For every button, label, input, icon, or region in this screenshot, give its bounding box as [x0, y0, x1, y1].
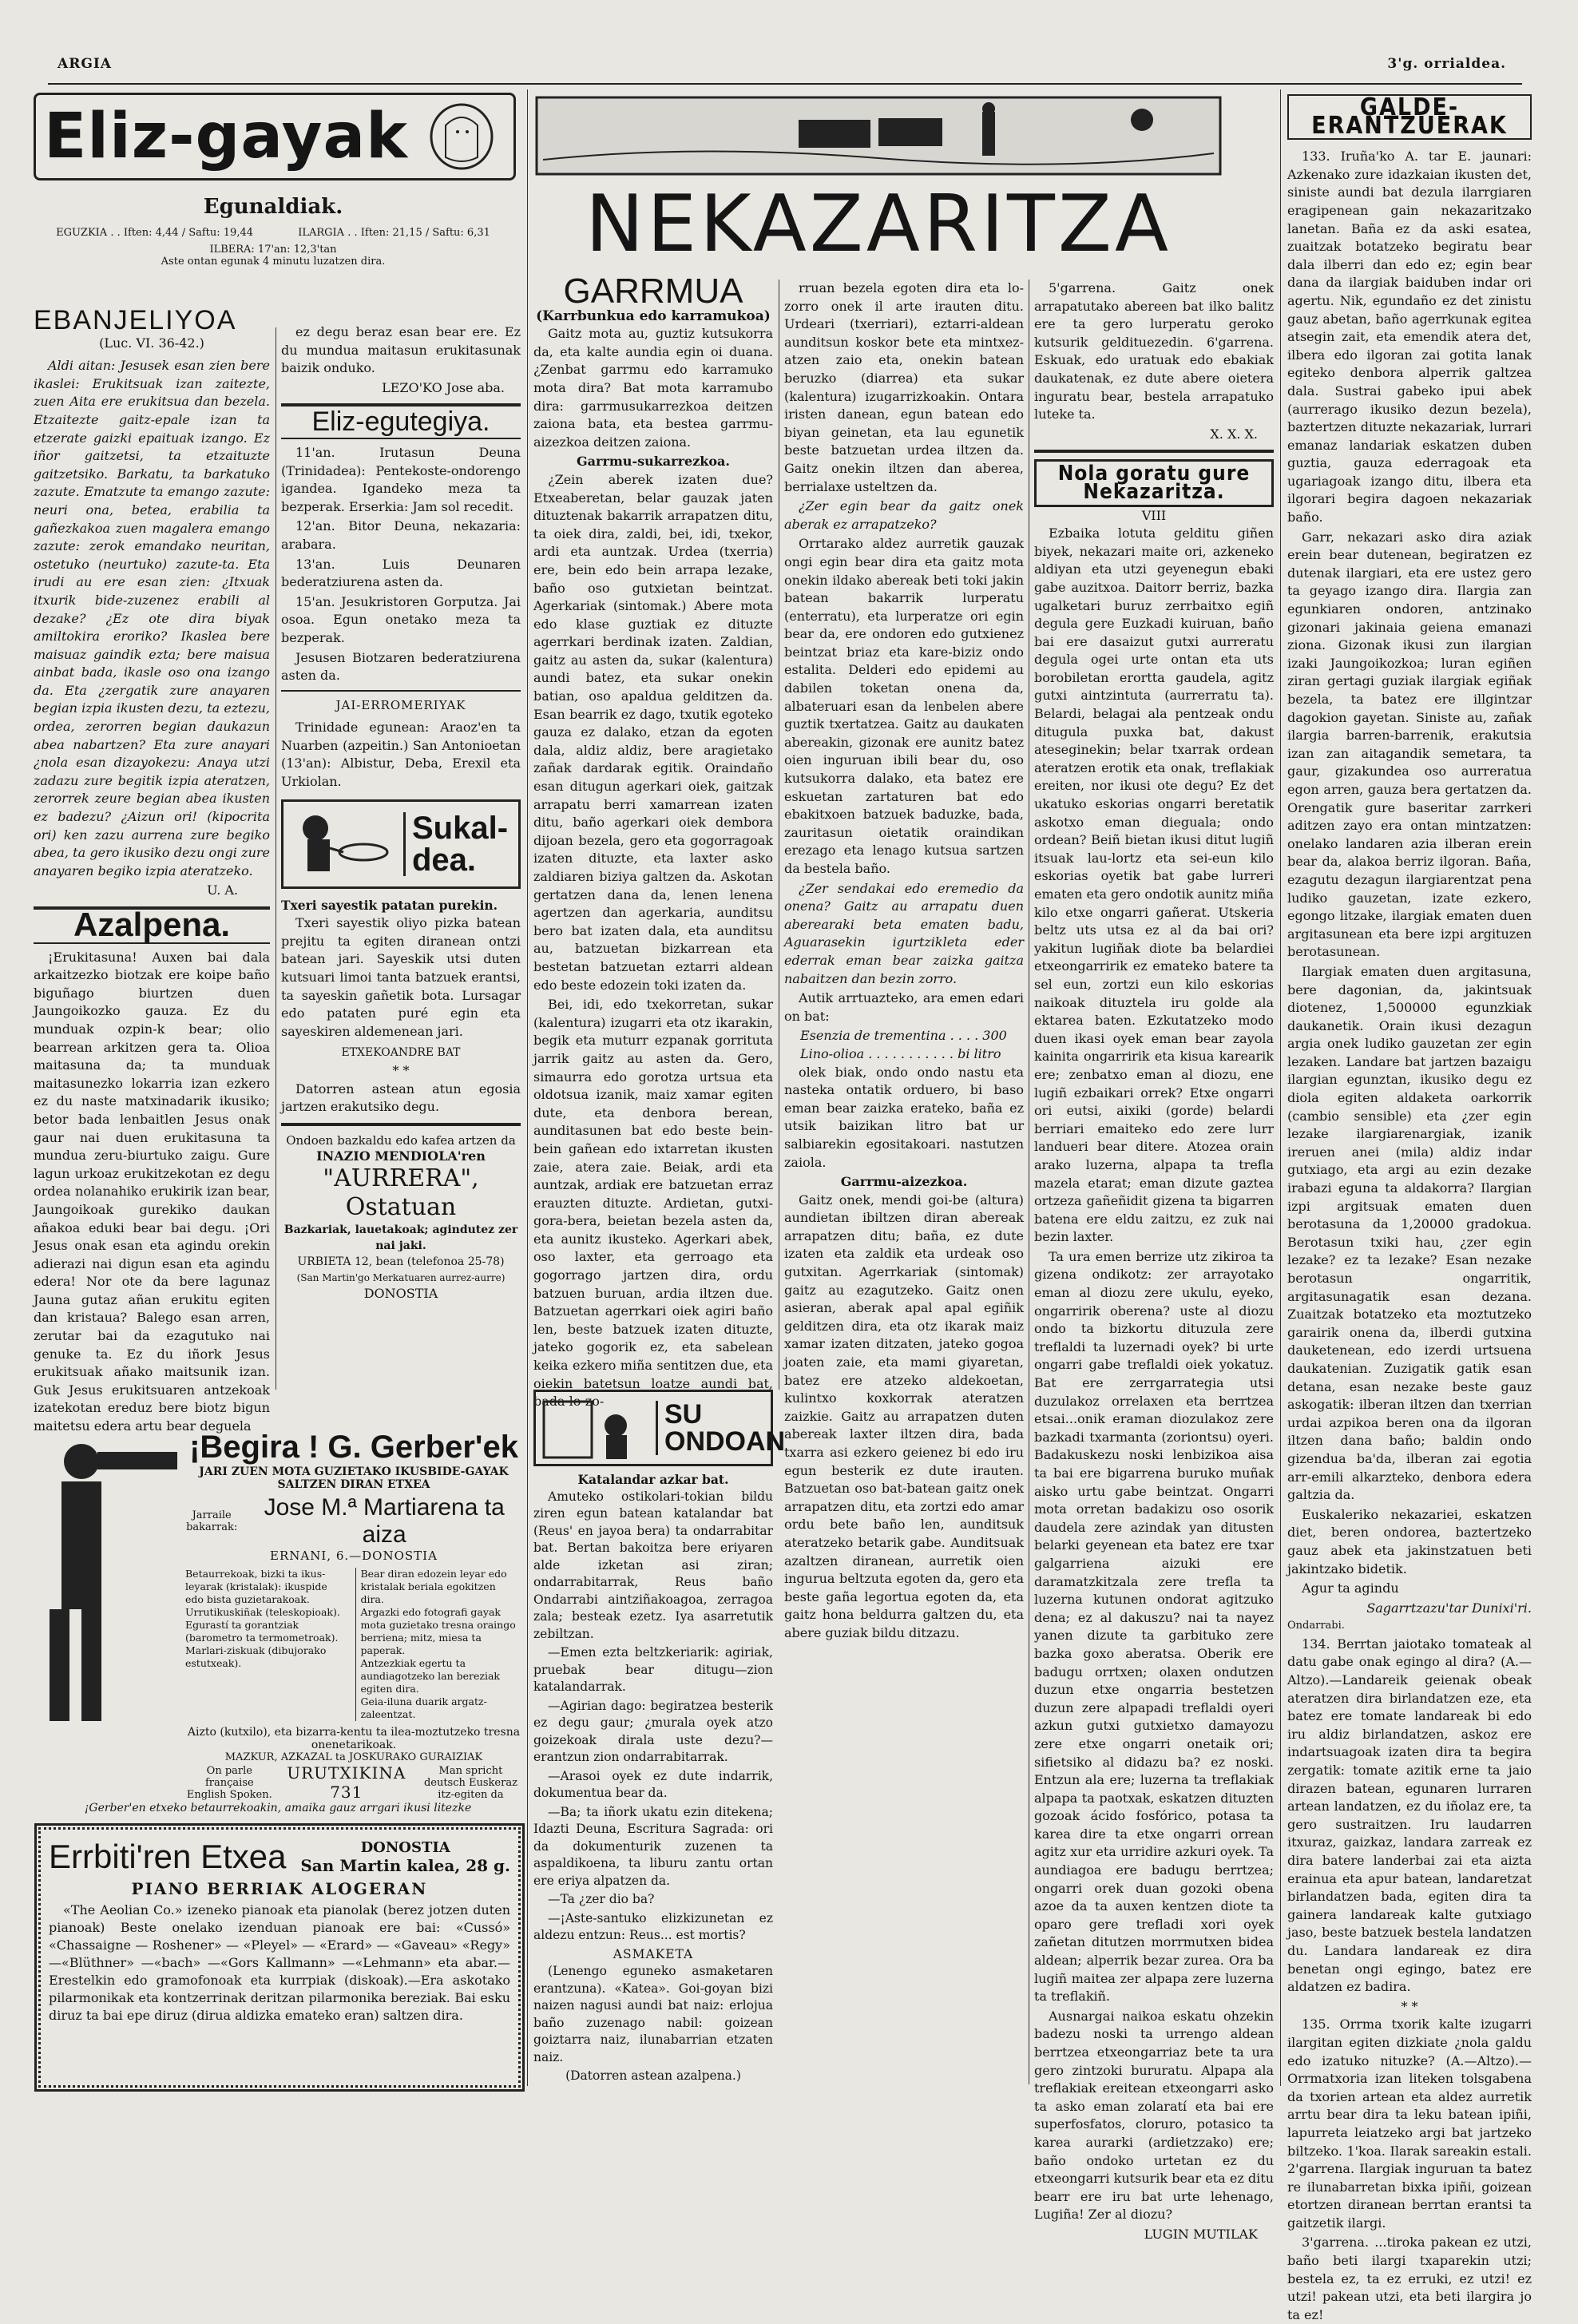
ilargia-times: Iften: 21,15 / Saftu: 6,31	[360, 227, 490, 239]
egutegi-item: Jesusen Biotzaren bederatziurena asten da.	[281, 649, 521, 684]
jai-text: Trinidade egunean: Araoz'en ta Nuarben (azpeitin.) San Antonioetan (13'an): Albistur, Deba, Erexil eta Urkiolan.	[281, 720, 521, 790]
col2-intro-sign: LEZO'KO Jose aba.	[382, 379, 505, 395]
asmaketa-sign: (Datorren astean azalpena.)	[565, 2068, 741, 2083]
cook-icon	[283, 804, 403, 884]
sukaldea-title: Sukal-dea.	[403, 812, 518, 876]
sundoan-text: Amuteko ostikolari-tokian bildu ziren egun batean katalandar bat (Reus' en jayoa bera) ta ondarrabitar bat. Bertan bakoitza bere eriyaren alde izketan asi ziran; ondarrabitarrak, Reus baño Ondarrabi aintziñakoagoa, zerragoa zala; besteak ezetz. Iya asarretutik zebiltzan.	[533, 1489, 773, 1641]
nola-goratu-text: Ezbaika lotuta gelditu giñen biyek, nekazari maite ori, azkeneko aldiyan eta utzi geyenegun ebaki gabe auzitxoa. Daitorr berriz, bazka ugalketari buruz zerrbaitxo egiñ degula gere Euzkadi kuiruan, baño bai ere dasaizut gutxi aurreratu degula ogei urte ontan eta uts borobiletan erortta gaudela, agitz gutxi aintzintuta (aurrerratu ta). Belardi, belagai ala pentzeak ondu ditugula puxka bat, dakust ateseginekin; belar txarrak ordean ateratzen erotik eta onak, treflakiak ereiten, nor ikusi ote degu? Ez det ukatuko eskorias ongarri beretatik askotxo eman dieguala; ondo ordean? Beiñ bietan ikusi ditut lugiñ itsuak lau-lortz eta sei-eun kilo eskorias oyetik bat gabe lurreri ematen eta gero ondotik aunitz miña kilo etxe ongarri gañerat. Utskeria beltz uts utsa ez al da bai ori? yakitun lugiñak diote ba belardiei etxeongarririk ez emateko batere ta sel eun, zortzi eun kilo eskorias naikoak dituztela iru golde ala ektarea baten. Ezkutatzeko modo duen ikasi oyek eman bear zayola kainita ongarririk eta kisua karearik ere; zenbatxo eman al diozu, ene lugiñ ezbaikari orrek? Etxe ongarri ori eutsi, aixiki (gorde) belardi berriari emaiteko edo zere lurr landueri bear ditere. Atozea orain arako luzerna, alpapa ta trefla mazela etarat; eman dizute gaztea ortzeza gañeñidit gizena ta bigarren batena ere eldu zaitzu, ez zuk nai bezin laxter.	[1034, 525, 1274, 1245]
asmaketa-title: ASMAKETA	[613, 1946, 694, 1961]
ad-line: (San Martin'go Merkatuaren aurrez-aurre)	[296, 1271, 506, 1283]
q135-end: 3'garrena. ...tiroka pakean ez utzi, baño beti ilargi txaparekin utzi; bestela ez, ta ez erruki, ez utzi! ez utzi! pakean utzi, eta beti ilargira jo ta ez!	[1287, 2235, 1532, 2322]
rule	[281, 1123, 521, 1126]
col3-text	[533, 272, 773, 1410]
rule	[1034, 450, 1274, 453]
nola-goratu-title: Nola goratu gure Nekazaritza.	[1034, 459, 1274, 506]
errbiti-ad	[38, 1827, 521, 2088]
gerber-l5: ¡Gerber'en etxeko betaurrekoakin, amaika gauz arrgari ikusi litezke	[84, 1802, 472, 1814]
col4-q1: ¿Zer egin bear da gaitz onek aberak ez arrapatzeko?	[784, 498, 1024, 532]
egutegi-item: 15'an. Jesukristoren Gorputza. Jai osoa. Egun onetako meza ta bezperak.	[281, 593, 521, 645]
gerber-item: Bear diran edozein leyar edo kristalak beriala egokitzen dira.	[360, 1568, 507, 1605]
garmua-text3: Bei, idi, edo txekorretan, sukar (kalentura) izugarri eta otz ikarakin, begik eta muturr ezpanak gorrituta jarrik gaitz au asten da. Gero, simaurra edo gorotza urtsua eta oldotsua izanik, maiz xamar egiten dute, eta denbora berean, aunditasunen bat edo beste bein-bein gañean edo ixtarretan ikusten zaie, atera zaie. Beiak, ardi eta auntzak, ardiak ere batzuetan erraz erauzten dituzte. Ardietan, gutxi-gora-bera, beietan bezela asten da, eta aunitz ikusteko. Agerkari abek, oso laxter, eta gerroago eta gogorrago jartzen dira, ordu batzuen buruan, ardia iltzen due. Batzuetan agerrkari oiek agiri baño len, beste batzuek izaten dituzte, jateko gogorik ez, eta sabelean keika ezkero miña sentitzen due, eta oiekin batetsun loatze aundi bat, bada lo-zo-	[533, 997, 773, 1410]
txeri-text: Txeri sayestik oliyo pizka batean prejitu ta egiten diranean ontzi batean jari. Sayeskik utsi duten kutsuari limoi tanta batzuek erantsi, ta sayeskin gañetik bota. Lursagar edo pataten puré egin eta sayeskiren aldemenean jari.	[281, 915, 521, 1039]
aurrera-ad	[281, 1132, 521, 1302]
gerber-item: Marlari-ziskuak (dibujorako estutxeak).	[185, 1644, 327, 1669]
q133c: Ilargiak ematen duen argitasuna, bere dagonian, da, jakintsuak diotenez, 1,500000 egunzkiak daukanetik. Orain ikusi dezagun argia onek ludiko gauzetan zer egin lezaken. Landare bat jartzen bazaigu ilargian egunztan, ikusiko degu ez diola egiten aldaketa oarkorrik (cambio sensible) eta ¿zer egin lezake ilargiarenargiak, izanik ireruen anei (mila) aldiz indar gutxiago, eta argi au ezin dezake irabazi eguna ta aldakorra? Ilargian izpi argitsuak ematen duen berotasuna da 1,20000 gradokua. Berotasun txiki hau, ¿zer egin lezake? ez ta lezake? Esan nezake berotasun ongarritik, argitasunagatik esan dezana. Zuaitzak botatzeko eta moztutzeko garairik onena da, ilberdi gutxina dauketenean, edo izerdi urtsuena daukatenian. Zuzigatik gatik esan detana, esan nezake beste gauz askogatik: ilberan iltzen dan txerrian urdai azpikoa beren ona da ilgoran iltzen dana baño; baldin ondo gizendua ba'da, ilberan zai egotia arr-emili alkarzteko, denbora edera galtzia da.	[1287, 963, 1532, 1503]
jai-title: JAI-ERROMERIYAK	[335, 697, 466, 712]
recipe-line: Lino-olioa . . . . . . . . . . . bi litro	[800, 1045, 1001, 1061]
recipe-line: Esenzia de trementina . . . . 300	[800, 1028, 1007, 1044]
sundoan-dialog: —¡Aste-santuko elizkizunetan ez aldezu entzun: Reus... est mortis?	[533, 1910, 773, 1942]
nola-goratu-text2: Ta ura emen berrize utz zikiroa ta gizena ondikotz: zer arrayotako eman al diozu zere ukulu, eyeko, ongarririk oberena? uste al diozu ondo ta bizkortu dituzula zere treflaldi ta luzernadi oyek? bi urte ongarri gabe treflaldi oiek yokatuz. Bat ere zerrgarrategia utsi duzulakoz orrelaxen eta berrtzea etsai...onik eraman diozulakoz zere bazkadi txarmanta (zoriontsu) oyeri. Badakuskezu noski lenbizikoa aisa ta bai ere bigarrena buruko muñak aisko urtu gabe beintzat. Ongarri mota orretan badakizu oso osorik daudela zere azindak yan ditusten belarki geyenean eta batez ere txar galgarriena aizuki ere daramatzkitzala zere trefla ta luzerna kutunen ondorat agitzuko dena; ez al dakuszu? nai ta nayez yanen dizute ta garbituko zere bazka goxo aberatsa. Oberik ere badugu orrtxen; olaxen ondutzen duzun etxe ongarria bestetzen duzun zere alpapadi treflaldi oyeri azkun gutxi gutxietxo damayozu zere etxe ongarri onetaik ori; sifietsiko al didazu ba? ez noski. Entzun ala ere; luzerna ta treflakiak alpapa ta paotxak, eskatzen dituzten gozoak ácido fosfórico, potasa ta karea dire ta etxe ongarri orrean agitz xur eta urridire azkuri oyek. Ta aundiagoa ere badugu berrtzea; ongarri orek duan gozoki obena azoe da ta auxen kentzen diote ta oparo gere trefladi xori oyek zañetan ditutzen morrmutxen bidea aldean; alperrik bezar zurea. Ora ba lugiñ maitea zer alpapa zere luzerna ta treflakiñ.	[1034, 1248, 1274, 2005]
q133d: Euskaleriko nekazariei, eskatzen diet, beren ondorea, baztertzeko gauz abek eta jakinstzatuen beti jakintzako bidetik.	[1287, 1506, 1532, 1576]
dator-text: Datorren astean atun egosia jartzen erakutsiko degu.	[281, 1081, 521, 1115]
gerber-sub2: SALTZEN DIRAN ETXEA	[277, 1478, 430, 1491]
txeri-title: Txeri sayestik patatan purekin.	[281, 897, 498, 913]
eliz-egutegiya-title: Eliz-egutegiya.	[311, 407, 490, 438]
nun-portrait-icon	[418, 101, 506, 172]
gerber-ad	[34, 1430, 522, 1821]
egunaldiak-subtitle: Egunaldiak.	[203, 195, 343, 219]
ad-line: Ondoen bazkaldu edo kafea artzen da	[286, 1132, 516, 1148]
col4-text	[784, 280, 1024, 2084]
azalpena-title: Azalpena.	[73, 906, 231, 943]
ebanjeliyoa-sign: U. A.	[207, 882, 238, 898]
eguzkia-label: EGUZKIA . .	[56, 227, 121, 239]
ebanjeliyoa-ref: (Luc. VI. 36-42.)	[99, 335, 204, 351]
ebanjeliyoa-text: Aldi aitan: Jesusek esan zien bere ikaslei: Erukitsuak izan zaitezte, zuen Aita ere erukitsua dan bezela. Etzaitezte gaitz-epale izan ta etzerate gaizki epaituak izango. Ez iñor gaitzetsi, ta etzaituzte gaitzetsiko. Barkatu, ta barkatuko zazute. Ematzute ta emango zazute: neuri ona, betea, erabilia ta gañezkakoa zuen magalera emango zazute: zerok emandako neuritan, ostetuko (neurtuko) zazute-ta. Eta irudi au ere esan zien: ¿Itxuak itxurik bide-zuzenez erabili al dezake? ¿Ez ote dira biyak amiltokira eroriko? Ikaslea bere maisuaz gaindik ezta; bere maisua ainbat bada, ikasle oso ona izango da. Eta ¿zergatik zure anayaren begian izpia ikusten dezu, ta eztezu, ordea, zerorren begian daukazun abea nabartzen? Eta zure anayari ¿nola esan dizayokezu: Anaya utzi zadazu zure begitik izpia ateratzen, zerorrek zeure begian abea ikusten ez badezu? ¿Aizun ori! (kipocrita ori) ken zazu aurrena zure begiko abea, ta gero ikusiko dezu ongi zure anayaren begiko izpia ateratzeko.	[34, 358, 270, 878]
gerber-addr: ERNANI, 6.—DONOSTIA	[270, 1549, 438, 1563]
gerber-l2: Aizto (kutxilo), eta bizarra-kentu ta ilea-moztutzeko tresna onenetarikoak.	[187, 1726, 521, 1751]
page-header-right: 3'g. orrialdea.	[1387, 56, 1506, 72]
rule	[281, 690, 521, 692]
ebanjeliyoa-title: EBANJELIYOA	[34, 305, 237, 335]
q133-sign: Sagarrtzazu'tar Dunixi'ri.	[1366, 1600, 1532, 1616]
sundoan-box	[533, 1390, 786, 1466]
eliz-gayak-title: Eliz-gayak	[44, 101, 408, 173]
col2-text	[281, 323, 521, 1422]
ad-title: "AURRERA", Ostatuan	[323, 1164, 479, 1221]
q135: 135. Orrma txorik kalte izugarri ilargitan egiten dizkiate ¿nola galdu edo izatuko nituzke? (A.—Altzo).—Orrmatxoria izan liteken tolsgabena da txorien artean eta aldez aurretik arrtu bear dira ta leku batean ipiñi, lapurreta leiatzeko argi bat jartzeko biltzeko. 1'koa. Ilarak sareakin estali. 2'garrena. Ilargiak inguruan ta batez re ilunabarretan bixka ipiñi, goizean etortzen diranean berrtan erantsi ta gaitzetik ilargi.	[1287, 2017, 1532, 2231]
q134: 134. Berrtan jaiotako tomateak al datu gabe onak egingo al dira? (A.—Altzo).—Landareik geienak obeak ateratzen dira birlandatzen eze, eta batez ere tomate landareak bi edo iru aldiz birlandatzen, askoz ere indartsuagoak izaten dira ta begira zergatik: tomate azitik erne ta jaio dirazen batean, egunaren lurraren artean landatzen, ez du iñolaz ere, ta gero sustraitzen. Iru laudarren itxuraz, gaizkaz, landara zarreak ez dira batere landerbai zai eta aizta erainua eta apur batean, landaretzat birlandatzen bada, egiten dira ta gainera landareak kalte gutxiago jaso, beste batzuek bestela landatzen du. Landara landareak ez dira benetan ongi egingo, batez ere aldatzen ez badira.	[1287, 1636, 1532, 1995]
aste-note: Aste ontan egunak 4 minutu luzatzen dira.	[161, 256, 386, 268]
q133e: Agur ta agindu	[1302, 1580, 1399, 1596]
nola-goratu-text3: Ausnargai naikoa eskatu ohzekin badezu noski ta urrengo aldean berrtzea etxeongarriaz bete ta ura gero zintzoki bururatu. Alpapa ala treflakiak ereitean etxeongarri asko ta asko eman zolaratí eta bai ere superfosfatos, cloruro, potasico ta karea aurarki (ardietzzako) ere; baño ondoko urtetan ez du etxeongarri kutsurik bear eta ez ditu bearr ere iru bat urte lehenago, Lugiña! Zer al diozu?	[1034, 2008, 1274, 2223]
ad-line: Bazkariak, lauetakoak; agindutez zer nai jaki.	[283, 1223, 518, 1252]
col2-intro: ez degu beraz esan bear ere. Ez du mundua maitasun erukitasunak baizik onduko.	[281, 324, 521, 376]
ad-line: INAZIO MENDIOLA'ren	[316, 1148, 486, 1164]
gerber-l4c: Man spricht deutsch Euskeraz itz-egiten da	[423, 1764, 517, 1801]
col5-sign: X. X. X.	[1210, 426, 1258, 442]
gerber-item: Antzezkiak egertu ta aundiagotzeko lan bereziak egiten dira.	[360, 1657, 500, 1695]
gerber-l4a: On parle française English Spoken.	[186, 1764, 272, 1801]
ilargia-label: ILARGIA . .	[298, 227, 358, 239]
col4-text2: Orrtarako aldez aurretik gauzak ongi egin bear dira eta gaitz mota onekin ildako abereak beti toki jakin batean bakarrik lurperatu (enterratu), eta lurperatze ori egin bear da, ere ondoren edo gutxienez beintzat briaz eta kare-biziz ondo estalita. Delderi edo epidemi au dabilen toketan onena da, albateruari esan da lenbelen abere guztik txertatzea. Gaitz au daukaten abereakin, gizonak ere aunitz batez oien inguruan ibili bear du, oso kutsukorra dalako, eta batez ere eskuetan zartaturen bat edo ebakitxoen batzuek baduzke, bada, zauritasun oietatik oraindikan erezago eta lenago kutsua sartzen da bestela baño.	[784, 536, 1024, 876]
egutegi-item: 11'an. Irutasun Deuna (Trinidadea): Pentekoste-ondorengo igandea. Igandeko meza ta bezperak. Erserkia: Jam sol recedit.	[281, 444, 521, 514]
nekazaritza-title: NEKAZARITZA	[585, 179, 1172, 270]
stars: * *	[392, 1063, 410, 1078]
txeri-sign: ETXEKOANDRE BAT	[341, 1046, 461, 1060]
page-header-left: ARGIA	[57, 56, 112, 72]
garmua-text: Gaitz mota au, guztiz kutsukorra da, eta kalte aundia egin oi duana. ¿Zenbat garrmu edo karramuko mota dira? Bat mota karramubo dira: garrmusukarrezkoa deitzen zaiona bata, eta bestea garrmu-aizezkoa deitzen zaiona.	[533, 326, 773, 450]
sundoan-dialog: —Agirian dago: begiratzea besterik ez degu gaur; ¿murala oyek atzo goizekoak dirala uste dezu?—erantzun zion ondarrabitarrak.	[533, 1698, 773, 1764]
ad-line: DONOSTIA	[363, 1285, 438, 1301]
col4-text5: Gaitz onek, mendi goi-be (altura) aundietan ibiltzen diran abereak arrapatzen ditu; baña, ez dute izaten eta zaldik eta urdeak oso gutxitan. Agerrkariak (sintomak) gaitz au ezagutzeko. Gaitz onen asieran, aberak apal apal egiñik gelditzen dira, eta otz ikarak maiz xamar izaten ditzaten, jateko gogoa joaten zaie, eta mami giyaretan, batez ere atzeko aldekoetan, kulintxo koxkorrak ateratzen zaizkie. Gaitz au arrapatzen duten abereak laxter iltzen dira, bada txarra asi ezkero geienez bi edo iru egun besterik ez dute irauten. Batzuetan oso bat-batean gaitz onek arrapatzen ditu, eta zortzi edo amar ordu bete baño len, aunditsuk ateratzeko betarik gabe. Aunditsuak azaltzen diranean, aurretik oien ingurua beltzuta egoten da, gero eta beste gaña legortua egoten da, eta gaitz hona beldurra galtzen du, eta abere guziak bildu ditzazu.	[784, 1192, 1024, 1640]
sundoan-dialog: —Emen ezta beltzkeriarik: agiriak, pruebak bear ditugu—zion katalandarrak.	[533, 1645, 773, 1694]
sundoan-dialog: —Ba; ta iñork ukatu ezin ditekena; Idazti Deuna, Escritura Sagrada: ori da dokumenturik zuzenen ta aspaldikoena, ta liburu zantu ortan ere eriya alpatzen da.	[533, 1804, 773, 1888]
vrule-2	[527, 89, 528, 2086]
gerber-item: Betaurrekoak, bizki ta ikus-leyarak (kristalak): ikuspide edo bista guzietarakoak.	[185, 1568, 327, 1605]
vrule-5	[1280, 89, 1281, 2086]
errbiti-sub: PIANO BERRIAK ALOGERAN	[131, 1879, 428, 1898]
sun-moon-times	[34, 227, 513, 239]
nekazaritza-banner	[535, 96, 1222, 288]
gerber-title: ¡Begira ! G. Gerber'ek	[189, 1430, 518, 1465]
binocular-man-icon	[34, 1430, 185, 1733]
sukaldea-box	[281, 799, 521, 889]
gerber-l1: Jarraile bakarrak:	[186, 1509, 238, 1533]
sundoan-dialog: —Arasoi oyek ez dute indarrik, dokumentua bear da.	[533, 1768, 773, 1800]
col1-text	[34, 305, 270, 1434]
galde-erantzuerak-title: GALDE-ERANTZUERAK	[1287, 94, 1532, 140]
sundoan-section	[533, 1390, 786, 2084]
eguzkia-times: Iften: 4,44 / Saftu: 19,44	[123, 227, 254, 239]
garmua-sub: (Karrbunkua edo karramukoa)	[536, 307, 771, 324]
egutegi-item: 12'an. Bitor Deuna, nekazaria: arabara.	[281, 518, 521, 552]
errbiti-city: DONOSTIA	[360, 1838, 450, 1856]
garmua-h2: Garrmu-sukarrezkoa.	[576, 454, 730, 470]
ilbera-note: ILBERA: 17'an: 12,3'tan	[209, 244, 337, 256]
col4-text1: rruan bezela egoten dira eta lo-zorro onek il arte irauten ditu. Urdeari (txerriari), eztarri-aldean aunditsun koskor bete eta mintxez-atzen zaio eta, onekin batean beruzko (diarrea) eta sukar (kalentura) izugarrizkoakin. Ontara iristen danean, egun batean edo biyan geinetan, eta lau egunetik beste batzuetan urdea iltzen da. Gaitz onekin iltzen dan aberea, berrialaxe usteltzen da.	[784, 280, 1024, 494]
gerber-item: Argazki edo fotografi gayak mota guzietako tresna oraingo berriena; mitz, miesa ta paperak.	[360, 1606, 516, 1656]
garmua-h3: Garrmu-aizezkoa.	[840, 1174, 968, 1190]
ad-line: URBIETA 12, bean (telefonoa 25-78)	[297, 1255, 505, 1268]
rule	[281, 438, 521, 439]
gerber-sub1: JARI ZUEN MOTA GUZIETAKO IKUSBIDE-GAYAK	[199, 1465, 509, 1478]
gerber-item: Urrutikuskiñak (teleskopioak).	[185, 1606, 340, 1618]
col5-text1: 5'garrena. Gaitz onek arrapatutako abereen bat ilko balitz ere ta gero lurperatu geroko kutsurik geldituezedin. 6'garrena. Eskuak, edo uratuak edo ebakiak daukatenak, ez dute abere oietera inguratu bear, bestela arrapatuko luteke ta.	[1034, 280, 1274, 422]
sundoan-title: SU ONDOAN	[656, 1401, 785, 1455]
gerber-l3: MAZKUR, AZKAZAL ta JOSKURAKO GURAIZIAK	[224, 1751, 483, 1763]
sundoan-sub: Katalandar azkar bat.	[577, 1472, 729, 1487]
gerber-name: Jose M.ª Martiarena ta aiza	[264, 1494, 505, 1548]
egutegi-item: 13'an. Luis Deunaren bederatziurena asten da.	[281, 556, 521, 590]
nola-goratu-num: VIII	[1141, 507, 1167, 523]
fireplace-icon	[536, 1394, 656, 1462]
nola-goratu-sign: LUGIN MUTILAK	[1144, 2226, 1258, 2242]
errbiti-text: «The Aeolian Co.» izeneko pianoak eta pianolak (berez jotzen duten pianoak) Beste onelako izenduan pianoak ere bai: «Cussó» «Chassaigne — Roshener» — «Pleyel» — «Erard» — «Gaveau» «Regy» —«Blüthner» —«bach» —«Gors Kallmann» —«Lehmann» eta abar.—Erestelkin edo gramofonoak eta kurrpiak (diskoak).—Era askotako pilarmonikak eta kontzerrinak deritzan pilarmonika bereziak. Bai esku diruz ta bai epe diruz (dirua aldizka emateko eran) saltzen dira.	[49, 1902, 510, 2023]
asmaketa-text: (Lenengo eguneko asmaketaren erantzuna). «Katea». Goi-goyan bizi naizen nagusi aundi bat naiz: erlojua baño zuzenago nabil: goizean goiztarra naiz, ilunabarrian etzaten naiz.	[533, 1964, 773, 2064]
q133b: Garr, nekazari asko dira aziak erein bear dutenean, begiratzen ez dutenak ilargiari, eta ere ustez gero ta geyago izango dira. Ilargia zan egunkiaren ondoren, antzinako gizonari jakinaia geiena emanazi ziona. Gizonak ikusi zun ilargian izaki Jaungoikozkoa; luran egiñen ziran gertagi guziak ilargiak egiñak bezela, ta batez ere illgintzar dagokion gayetan. Siniste au, zañak ilargia barren-barrenik, erakutsia izan zan aitagandik semetara, ta gaur, gizakundea oso aurreratua egon arren, gauza bera gertatzen da. Orengatik gure baseritar zarrkeri aditzen zayo era ontan mintzatzen: onelako landaren azia ilberan erein bear da, alakoa berriz ilgoran. Baña, ezagutu dezagun ilargiarentzat pena ludiko gauzetan, izate ezkero, egongo litzake, ilargiak ematen duen argitasunean eta bere izpi argituzen berotasunean.	[1287, 529, 1532, 960]
errbiti-title: Errbiti'ren Etxea	[49, 1838, 287, 1875]
gerber-item: Geia-iluna duarik argatz-zaleentzat.	[360, 1695, 487, 1720]
gerber-item: Egurastí ta gorantziak (barometro ta termometroak).	[185, 1619, 339, 1644]
garmua-text2: ¿Zein aberek izaten due? Etxeaberetan, belar gauzak jaten dituztenak bakarrik arrapatzen ditu, ta oiek dira, zaldi, bei, idi, txekor, ardi eta auntzak. Urdea (txerria) ere, bein edo bein arrapa lezake, baño oso gutxietan beintzat. Agerkariak (sintomak.) Abere mota edo klase guztiak ez dituzte agerrkari berdinak izaten. Zaldian, gaitz au asten da, sukar (kalentura) aundi batez, eta sukar onekin batian, oso apaldua gelditzen da. Esan bearrik ez dago, txutik egoteko gauza ez dalako, etzan da egoten dala, aldiz aldiz, bere aragietako zañak dardarak egitik. Oraindaño esan ditugun agerkari oiek, gaitzak arrapatu berri xamarrean izaten ditu, baño agerkari oiek dembora dijoan bezela, gero eta gogorragoak izaten dituzte, eta laxter asko zaldiaren biziya galtzen da. Askotan gertatzen dana da, lenen lenena agertzen dan agerkaria, aunditsu bero bat izaten dala, eta aunditsu au, batzuetan bizkarrean eta bestetan batzuetan eztarri aldean edo beste edozein toki izaten da.	[533, 471, 773, 993]
errbiti-addr: San Martin kalea, 28 g.	[300, 1855, 510, 1875]
gerber-l4b: URUTXIKINA 731	[287, 1763, 406, 1802]
sundoan-dialog: —Ta ¿zer dio ba?	[548, 1892, 655, 1906]
q133-loc: Ondarrabi.	[1287, 1620, 1345, 1632]
garmua-title: GARRMUA	[563, 272, 743, 311]
q133: 133. Iruña'ko A. tar E. jaunari: Azkenako zure idazkaian ikusten det, siniste aundi bat dezula ilarrgiaren eragipenean gain nekazaritzako lanetan. Baña ez da aski esatea, zuaitzak botatzeko begiratu bear dala ilberri dan edo ez; egin bear dana da ilargiak baiduben indar ori agertu. Nik, egundaño ez det zinistu gauz abetan, baño agerrkunak egitea atsegin zait, eta emendik atera det, ilbera edo ilgoran zai gotita lanak egiteko denbora alperrik galtzea dala. Sustrai gabeko ipui abek (aurrerago ikusiko dezun bezela), baztertzen dituzte nekazariak, lurrari emanaz landariak eskatzen duben guztia, gauza ederragoak eta ugariagoak izango ditu, ilbera eta ilgorari begira dagoen nekazariak baño.	[1287, 149, 1532, 525]
col5-text	[1034, 280, 1274, 2242]
plowing-scene-icon	[535, 96, 1222, 176]
azalpena-text: ¡Erukitasuna! Auxen bai dala arkaitzezko biotzak ere koipe baño biguñago biurtzen duen Jaungoikozko gauza. Ez du munduak ozpin-k bear; olio bearrean arkitzen gera ta. Olioa maitasuna da; ta munduak maitasunezko lokarria izan ezkero ez du naste matxinadarik ikusiko; betor bada lenbaitlen Jesus onak gaur nai duen erukitasuna ta mundua zeru-biurtuko zaigu. Gure lagun urkoaz erukitzekotan ez degu ordea nolanahiko erukirik izan bear, Jaungoikoak gurekiko daukan añakoa eduki bear bai degu. ¡Ori Jesus onak esan eta agindu orekin adierazi nai digun esan eta agindu edera! Nor ote da bere lagunaz Jauna gutaz añan erukitu egiten dan kristaua? Balego esan arren, zerutar bai da ezagutuko nai genuke ta. Ez du iñork Jesus erukitsuak añako maitsunik izan. Guk Jesus erukitsuaren antzekoak izatekotan ereduz bere biotz bigun maitetsu edera artu bear deguela	[34, 949, 270, 1434]
col4-text3: Autik arrtuazteko, ara emen edari on bat:	[784, 990, 1024, 1024]
col4-q2: ¿Zer sendakai edo eremedio da onena? Gaitz au arrapatu duen aberearaki beta ematen badu, Aguarasekin igurtzikleta eder ederrak eman bear zaizka gaitza nabaitzen dan bezin zorro.	[784, 880, 1024, 986]
header-rule	[48, 83, 1522, 85]
eliz-gayak-title-box	[34, 93, 516, 180]
col6-text: GALDE-ERANTZUERAK 133. Iruña'ko A. tar E. jaunari: Azkenako zure idazkaian ikusten det, siniste aundi bat dezula ilarrgiaren eragipenean gain nekazaritzako lanetan. Baña ez da aski esatea, zuaitzak botatzeko begiratu bear dala ilberri dan edo ez; egin bear dana da ilargiak baiduben indar ori agertu. Nik, egundaño ez det zinistu gauz abetan, baño agerrkunak egitea atsegin zait, eta emendik atera det, ilbera edo ilgoran zai gotita lanak egiteko denbora alperrik galtzea dala. Sustrai gabeko ipui abek (aurrerago ikusiko dezun bezela), baztertzen dituzte nekazariak, lurrari emanaz landariak eskatzen duben guztia, gauza ederragoak eta ugariagoak izango ditu, ilbera eta ilgorari begira dagoen nekazariak baño. Garr, nekazari asko dira aziak erein bear dutenean, begiratzen ez dutenak ilargiari, eta ere ustez gero ta geyago izango dira. Ilargia zan egunkiaren ondoren, antzinako gizonari jakinaia geiena emanazi ziona. Gizonak ikusi zun ilargian izaki Jaungoikozkoa; luran egiñen ziran gertagi guziak ilargiak egiñak bezela, ta batez ere illgintzar dagokion gayetan. Siniste au, zañak ilargia barren-barrenik, erakutsia izan zan aitagandik semetara, ta gaur, gizakundea oso aurreratua egon arren, gauza bera gertatzen da. Orengatik gure baseritar zarrkeri aditzen zayo era ontan mintzatzen: onelako landaren azia ilberan erein bear da, alakoa berriz ilgoran. Baña, ezagutu dezagun ilargiarentzat pena ludiko gauzetan, izate ezkero, egongo litzake, ilargiak ematen duen argitasunean eta bere izpi argituzen berotasunean. Ilargiak ematen duen argitasuna, bere dagonian, da, jakintsuak diotenez, 1,500000 egunzkiak daukanetik. Orain ikusi dezagun argia onek ludiko gauzetan zer egin lezaken. Landare bat jartzen bazaigu ilargian egunztan, ikusiko degu ez diola egiten aldaketa oarkorrik (cambio sensible) eta ¿zer egin lezake ilargiarenargiak, izanik ireruen anei (mila) aldiz indar gutxiago, eta argi au ezin dezake irabazi eguna ta aldakorra? Ilargian izpi argitsuak ematen duen berotasuna da 1,20000 gradokua. Berotasun txiki hau, ¿zer egin lezake? ez ta lezake? Esan nezake berotasun ongarritik, argitasunagatik esan dezana. Zuaitzak botatzeko eta moztutzeko garairik onena da, ilberdi gutxina dauketenean, edo izerdi urtsuena daukatenian. Zuzigatik gatik esan detana, esan nezake beste gauz askogatik: ilberan iltzen dan txerrian urdai azpikoa beren ona da ilgoran iltzen dana baño; baldin ondo gizendua ba'da, ilberan zai egotia arr-emili alkarzteko, denbora edera galtzia da. Euskaleriko nekazariei, eskatzen diet, beren ondorea, baztertzeko gauz abek eta jakinstzatuen beti jakintzako bidetik. Agur ta agindu Sagarrtzazu'tar Dunixi'ri. Ondarrabi. 134. Berrtan jaiotako tomateak al datu gabe onak egingo al dira? (A.—Altzo).—Landareik geienak obeak ateratzen dira birlandatzen eze, eta batez ere tomate landareak bi edo iru aldiz birlandatzen, askoz ere indartsuagoak izaten dira ta begira zergatik: tomate azitik erne ta jaio dirazen batean, egunaren lurraren artean landatzen, ez du iñolaz ere, ta gero sustraitzen. Iru laudarren itxuraz, gaizkaz, landara zarreak ez dira batere landerbai zai eta aizta erainua eta apur batean, landaretzat birlandatzen bada, egiten dira ta gainera landareak kalte gutxiago jaso, beste batzuek bestela landatzen du. Landara landareak ez dira benetan ongi egingo, batez ere aldatzen ez badira. * * 135. Orrma txorik kalte izugarri ilargitan egiten dizkiate ¿nola galdu edo izatuko nituzke? (A.—Altzo).—Orrmatxoria izan liteken tolsgabena da txorien artean eta aldez aurretik arrtu bear dira ta leku batean ipiñi, lapurreta leiatzeko argi bat jartzeko biltzeko. 1'koa. Ilarak sareakin estali. 2'garrena. Ilargiak inguruan ta batez re ilunabarretan bixka ipiñi, goizean etortzen diranean berrtan erantsi ta gaitzetik ilargi. 3'garrena. ...tiroka pakean ez utzi, baño beti ilargi txaparekin utzi; bestela ez, ta ez erruki, ez utzi! ez utzi! pakean utzi, eta beti ilargira jo ta ez!	[1287, 94, 1532, 2084]
col4-text4: olek biak, ondo ondo nastu eta nasteka ontatik orduero, bi baso eman bear zaizka erateko, baña ez utsik baizikan litro bat ur salbiarekin egositakoari. nastutzen zaiola.	[784, 1064, 1024, 1170]
